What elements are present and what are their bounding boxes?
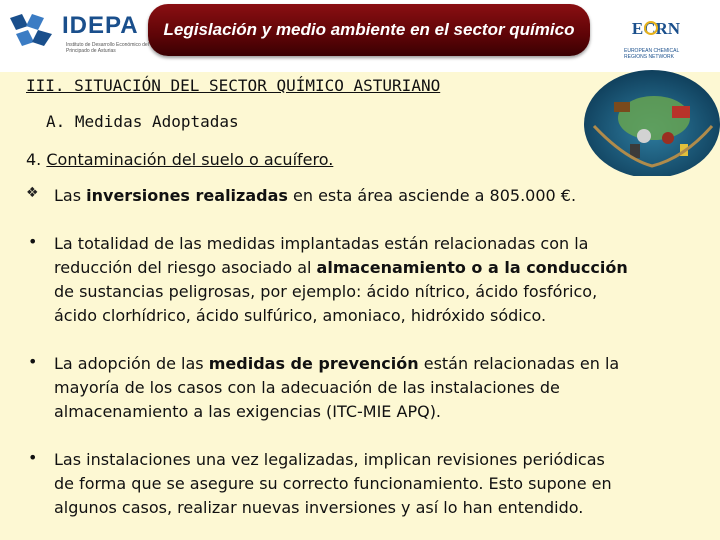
bullet-1-line-4: ácido clorhídrico, ácido sulfúrico, amoniaco, hidróxido sódico. xyxy=(54,306,547,325)
bullet-paragraph-2 xyxy=(54,352,704,424)
ecrn-name: ECRN xyxy=(631,19,681,38)
item-heading xyxy=(26,150,333,169)
bullet-1-line-3: de sustancias peligrosas, por ejemplo: ácido nítrico, ácido fosfórico, xyxy=(54,282,598,301)
bullet-1-line-1: La totalidad de las medidas implantadas están relacionadas con la xyxy=(54,234,589,253)
bullet-2-line-2: mayoría de los casos con la adecuación de las instalaciones de xyxy=(54,378,560,397)
bullet-icon: • xyxy=(28,232,38,251)
bullet-3-line-1: Las instalaciones una vez legalizadas, implican revisiones periódicas xyxy=(54,450,605,469)
bullet-1-line-2 xyxy=(54,256,704,280)
investment-bold: inversiones realizadas xyxy=(86,186,288,205)
diamond-bullet-icon: ❖ xyxy=(26,185,39,201)
chemical-workers-illustration xyxy=(584,66,720,176)
section-title: III. SITUACIÓN DEL SECTOR QUÍMICO ASTURIANO xyxy=(26,76,441,95)
bullet-2-line-3: almacenamiento a las exigencias (ITC-MIE APQ). xyxy=(54,402,442,421)
subsection-title: A. Medidas Adoptadas xyxy=(46,112,239,131)
item-number: 4. xyxy=(26,150,42,169)
investment-line xyxy=(54,184,704,208)
idepa-logo xyxy=(8,10,148,62)
bullet-paragraph-3 xyxy=(54,448,704,520)
bullet-1-line-2-bold: almacenamiento o a la conducción xyxy=(316,258,628,277)
bullet-icon: • xyxy=(28,352,38,371)
bullet-2-line-1-post: están relacionadas en la xyxy=(418,354,620,373)
investment-pre: Las xyxy=(54,186,87,205)
bullet-paragraph-1 xyxy=(54,232,704,328)
bullet-2-line-1 xyxy=(54,352,704,376)
header-bar xyxy=(0,0,720,72)
bullet-icon: • xyxy=(28,448,38,467)
bullet-2-line-1-bold: medidas de prevención xyxy=(208,354,419,373)
ecrn-subtitle: EUROPEAN CHEMICAL REGIONS NETWORK xyxy=(624,48,680,60)
presentation-title: Legislación y medio ambiente en el sector químico xyxy=(163,20,575,39)
item-title: Contaminación del suelo o acuífero. xyxy=(46,150,334,169)
idepa-name: IDEPA xyxy=(62,12,139,39)
presentation-title-banner xyxy=(148,4,590,56)
bullet-3-line-3: algunos casos, realizar nuevas inversiones y así lo han entendido. xyxy=(54,498,584,517)
idepa-emblem-icon xyxy=(8,12,58,52)
bullet-3-line-2: de forma que se asegure su correcto funcionamiento. Esto supone en xyxy=(54,474,612,493)
idepa-subtitle: Instituto de Desarrollo Económico del Principado de Asturias xyxy=(66,42,149,54)
bullet-2-line-1-pre: La adopción de las xyxy=(54,354,209,373)
investment-post: en esta área asciende a 805.000 €. xyxy=(287,186,577,205)
bullet-1-line-2-text: reducción del riesgo asociado al xyxy=(54,258,317,277)
